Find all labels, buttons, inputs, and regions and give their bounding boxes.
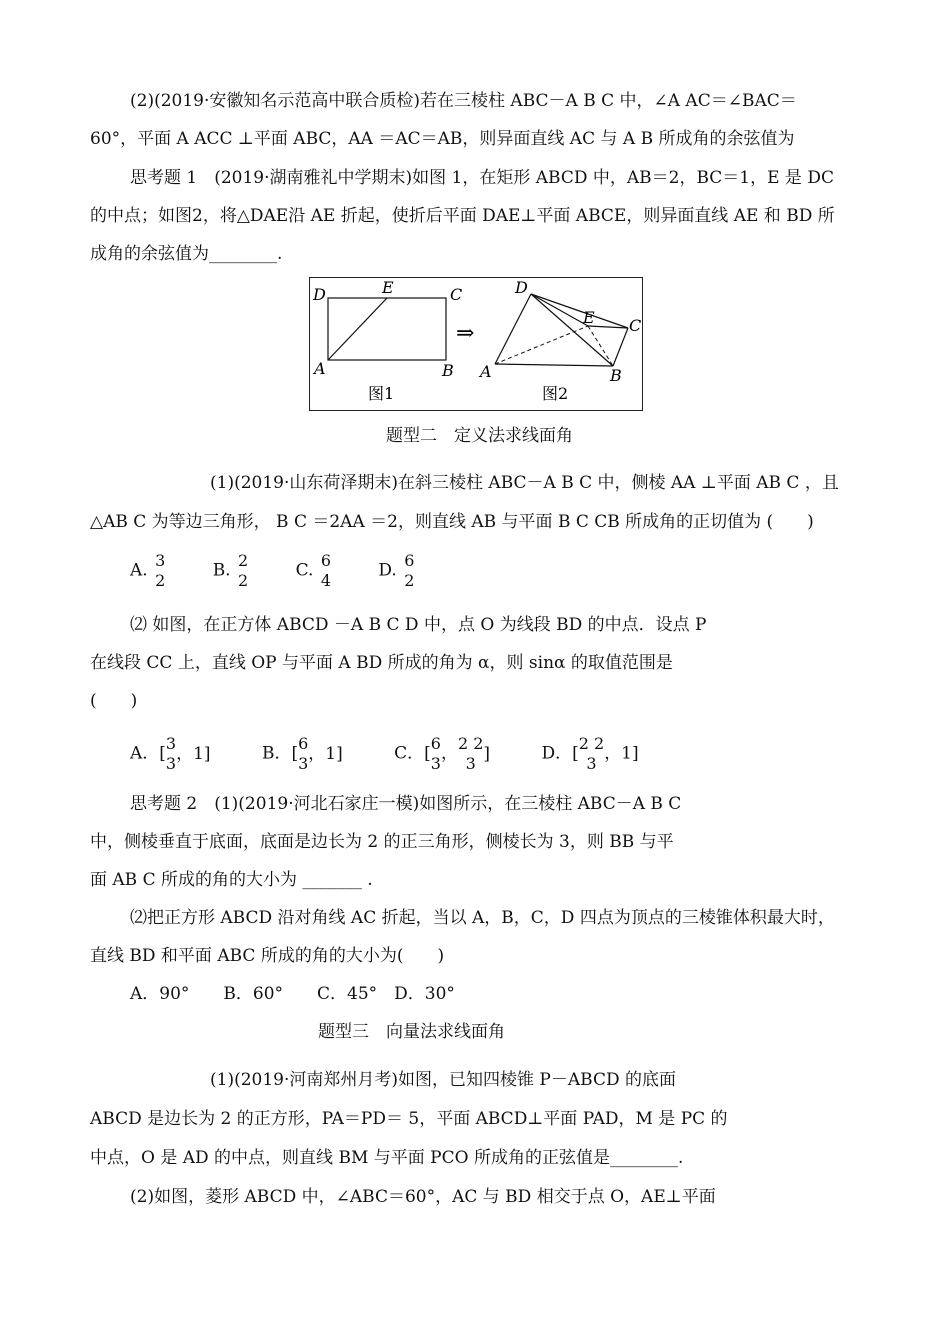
section-title: 题型二 定义法求线面角: [386, 426, 573, 446]
think-question-2-line: 直线 BD 和平面 ABC 所成的角的大小为( ): [90, 946, 445, 966]
question-line: 在线段 CC 上，直线 OP 与平面 A BD 所成的角为 α，则 sinα 的取值范围是: [90, 653, 673, 673]
fig1-label-d: D: [313, 285, 326, 304]
option-a-label: A.: [130, 560, 148, 581]
fig2-label-c: C: [629, 316, 642, 335]
option-c-fraction-2: 2 2 3: [457, 734, 484, 773]
segment-de: [531, 294, 588, 326]
question-line: (1)(2019·河南郑州月考)如图，已知四棱锥 P－ABCD 的底面: [210, 1070, 676, 1090]
question-line: ABCD 是边长为 2 的正方形，PA＝PD＝ 5，平面 ABCD⊥平面 PAD，M 是 PC 的: [90, 1109, 728, 1129]
option-b-fraction: 2 2: [238, 551, 249, 590]
option-c-fraction: 6 4: [320, 551, 331, 590]
implies-arrow-icon: ⇒: [456, 321, 475, 346]
think-question-1-line: 思考题 1 (2019·湖南雅礼中学期末)如图 1，在矩形 ABCD 中，AB＝2，BC＝1，E 是 DC: [130, 168, 834, 188]
option-c-fraction: 6 3: [430, 734, 441, 773]
options-row: [130, 551, 414, 591]
option-a-fraction: 3 3: [165, 734, 177, 773]
option-c-label: C．[: [394, 743, 431, 764]
section-title: 题型三 向量法求线面角: [318, 1022, 505, 1042]
option-a-fraction: 3 2: [155, 551, 166, 590]
think-question-2-line: 思考题 2 (1)(2019·河北石家庄一模)如图所示，在三棱柱 ABC－A B C: [130, 794, 682, 814]
option-b-label: B.: [212, 560, 231, 581]
problem-text-line: (2)(2019·安徽知名示范高中联合质检)若在三棱柱 ABC－A B C 中，∠A AC＝∠BAC＝: [130, 91, 797, 111]
fig1-label-a: A: [314, 359, 326, 378]
option-b-label: B．[: [261, 743, 299, 764]
segment-db: [531, 294, 613, 366]
segment-da: [495, 294, 531, 364]
option-d-fraction: 2 2 3: [578, 734, 605, 773]
problem-text-line: 60°，平面 A ACC ⊥平面 ABC，AA ＝AC＝AB，则异面直线 AC 与 A B 所成角的余弦值为: [90, 129, 795, 149]
question-line: 中点，O 是 AD 的中点，则直线 BM 与平面 PCO 所成角的正弦值是________.: [90, 1148, 684, 1168]
question-line: △AB C 为等边三角形， B C ＝2AA ＝2，则直线 AB 与平面 B C CB 所成角的正切值为 ( ): [90, 512, 814, 532]
fig2-label-b: B: [610, 366, 622, 385]
question-line: (2)如图，菱形 ABCD 中，∠ABC＝60°，AC 与 BD 相交于点 O，AE⊥平面: [130, 1187, 716, 1207]
option-c-label: C.: [295, 560, 314, 581]
think-question-2-line: 中，侧棱垂直于底面，底面是边长为 2 的正三角形，侧棱长为 3，则 BB 与平: [90, 832, 674, 852]
option-d-tail: ，1]: [604, 743, 639, 764]
segment-dc: [531, 294, 628, 328]
question-line: ⑵ 如图，在正方体 ABCD －A B C D 中，点 O 为线段 BD 的中点．设点 P: [130, 615, 707, 635]
option-a-label: A．[: [130, 743, 166, 764]
question-line: ( ): [90, 691, 138, 711]
segment-ae: [328, 298, 387, 360]
fig2-label-a: A: [480, 362, 492, 381]
think-question-1-line: 成角的余弦值为________.: [90, 244, 283, 264]
rectangle-abcd: [328, 298, 446, 360]
segment-bc: [613, 328, 628, 366]
geometry-figure: [309, 277, 643, 411]
option-b-tail: ，1]: [308, 743, 343, 764]
question-line: (1)(2019·山东荷泽期末)在斜三棱柱 ABC－A B C 中，侧棱 AA ⊥平面 AB C ，且: [210, 473, 839, 493]
think-question-2-line: 面 AB C 所成的角的大小为 _______ .: [90, 870, 373, 890]
fig1-label-e: E: [382, 278, 394, 297]
fig1-caption: 图1: [368, 384, 395, 403]
fig1-label-b: B: [442, 361, 454, 380]
think-question-1-line: 的中点；如图2，将△DAE沿 AE 折起，使折后平面 DAE⊥平面 ABCE，则异面直线 AE 和 BD 所: [90, 206, 835, 226]
options-row: [130, 734, 639, 774]
dashed-ae: [495, 326, 588, 364]
segment-ab: [495, 364, 613, 366]
think-question-2-line: ⑵把正方形 ABCD 沿对角线 AC 折起，当以 A，B，C，D 四点为顶点的三棱锥体积最大时，: [130, 908, 835, 928]
option-a-tail: ，1]: [176, 743, 211, 764]
think-question-2-options: A．90° B．60° C．45° D．30°: [130, 984, 455, 1004]
dashed-eb: [588, 326, 613, 366]
option-b-fraction: 6 3: [298, 734, 309, 773]
fig1-label-c: C: [450, 285, 463, 304]
option-d-label: D.: [378, 560, 397, 581]
option-c-separator: ，: [440, 743, 458, 764]
fig2-caption: 图2: [542, 384, 569, 403]
figure-svg: [310, 278, 642, 410]
option-c-tail: ]: [483, 743, 491, 764]
fig2-label-e: E: [583, 308, 595, 327]
fig2-label-d: D: [515, 278, 528, 297]
option-d-fraction: 6 2: [404, 551, 415, 590]
option-d-label: D．[: [541, 743, 579, 764]
